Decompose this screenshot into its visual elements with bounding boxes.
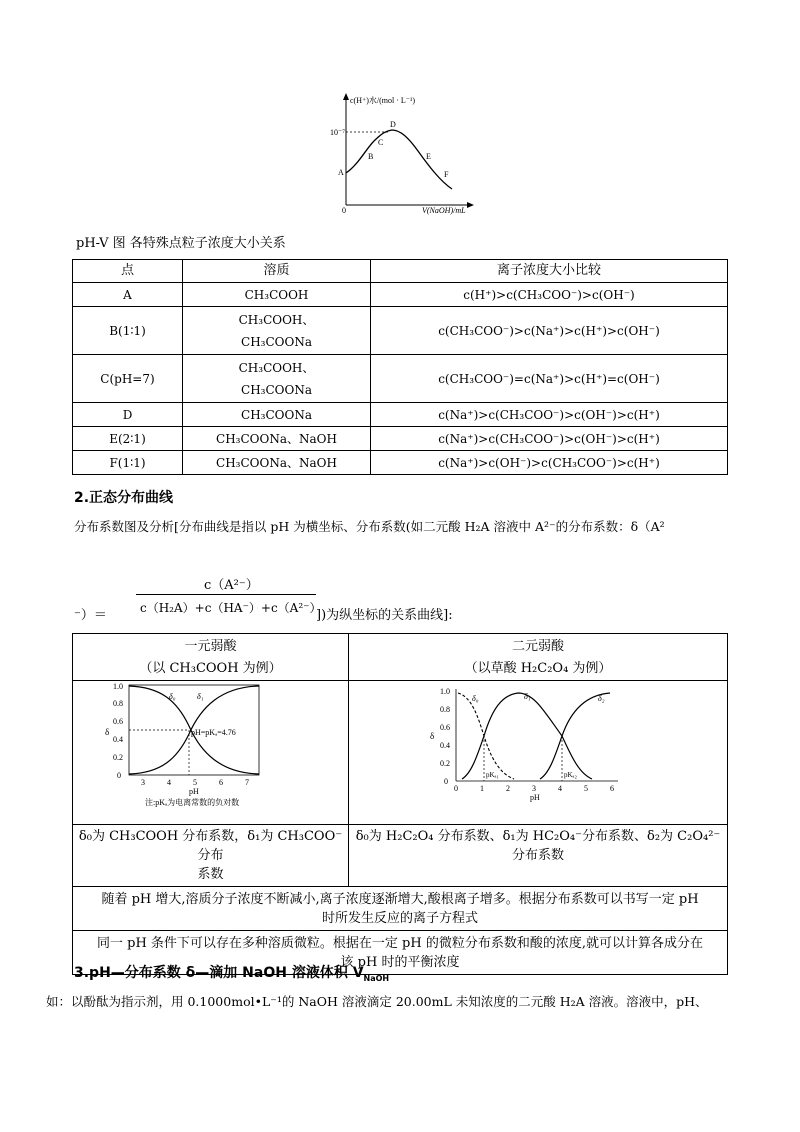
y-axis-label: δ: [104, 727, 109, 737]
table-header-row: [73, 260, 728, 283]
x-tick-label: 7: [244, 778, 249, 787]
header-title: 二元弱酸: [511, 639, 564, 654]
cell-compare: c(Na⁺)>c(CH₃COO⁻)>c(OH⁻)>c(H⁺): [371, 427, 728, 451]
y-axis-arrow: [343, 93, 349, 100]
chart1-cell: [73, 681, 349, 825]
desc-line: δ₀为 H₂C₂O₄ 分布系数、δ₁为 HC₂O₄⁻分布系数、δ₂为 C₂O₄²⁻: [355, 829, 721, 844]
y-tick-label: 0.2: [440, 759, 450, 768]
y-tick-label: 0.4: [440, 741, 450, 750]
cell-compare: c(H⁺)>c(CH₃COO⁻)>c(OH⁻): [371, 283, 728, 307]
x-axis-label: V(NaOH)/mL: [422, 206, 466, 215]
section3-title: [74, 962, 389, 983]
y-tick-label: 1.0: [112, 682, 123, 691]
y-axis-label: δ: [430, 731, 435, 741]
x-axis-label: pH: [188, 787, 199, 796]
x-tick-label: 3: [140, 778, 145, 787]
header-solute: 溶质: [183, 260, 371, 283]
curve-label-delta0: δ₀: [168, 692, 175, 701]
concentration-table: [72, 259, 728, 475]
titration-curve-chart: [330, 85, 490, 215]
chart-row: [73, 681, 728, 825]
section1-caption: pH-V 图 各特殊点粒子浓度大小关系: [76, 236, 286, 251]
y-tick-label: 0.8: [112, 699, 123, 708]
x-axis-arrow: [467, 202, 474, 208]
y-tick-label: 0.8: [440, 705, 450, 714]
cell-solute: CH₃COONa、NaOH: [183, 451, 371, 475]
chart-note: 注:pKₐ为电离常数的负对数: [144, 798, 239, 807]
header-compare: 离子浓度大小比较: [371, 260, 728, 283]
cell-point: C(pH=7): [73, 355, 183, 403]
cell-point: B(1∶1): [73, 307, 183, 355]
header-sub: （以 CH₃COOH 为例）: [139, 661, 282, 676]
cell-compare: c(CH₃COO⁻)=c(Na⁺)>c(H⁺)=c(OH⁻): [371, 355, 728, 403]
table-row: [73, 451, 728, 475]
analysis-row: [73, 887, 728, 931]
cell-compare: c(Na⁺)>c(OH⁻)>c(CH₃COO⁻)>c(H⁺): [371, 451, 728, 475]
formula-suffix: ])为纵坐标的关系曲线]:: [316, 608, 453, 623]
solute-line: CH₃COONa: [241, 334, 312, 349]
cell-solute: [183, 307, 371, 355]
desc-line: 系数: [197, 867, 224, 882]
table-row: [73, 307, 728, 355]
analysis-line: 同一 pH 条件下可以存在多种溶质微粒。根据在一定 pH 的微粒分布系数和酸的浓度,就可以计算各成分在: [97, 936, 703, 951]
cell-point: E(2∶1): [73, 427, 183, 451]
point-label-a: A: [338, 168, 344, 177]
formula-prefix: ⁻）＝: [74, 608, 107, 623]
y-tick-label: 10⁻⁷: [330, 128, 346, 137]
x-tick-label: 5: [584, 784, 588, 793]
solute-line: CH₃COOH、: [238, 312, 315, 327]
fraction-bar: [136, 594, 316, 595]
cell-compare: c(CH₃COO⁻)>c(Na⁺)>c(H⁺)>c(OH⁻): [371, 307, 728, 355]
cell-solute: CH₃COONa: [183, 403, 371, 427]
x-tick-label: 3: [532, 784, 536, 793]
delta2-curve: [540, 693, 610, 779]
distribution-table: [72, 633, 728, 975]
header-sub: （以草酸 H₂C₂O₄ 为例）: [464, 661, 612, 676]
table-row: [73, 283, 728, 307]
cell-solute: CH₃COONa、NaOH: [183, 427, 371, 451]
chart2-svg: [428, 681, 648, 821]
x-tick-label: 2: [506, 784, 510, 793]
pka1-label: pKₐ₁: [486, 771, 499, 779]
section2-title: 2.正态分布曲线: [74, 490, 174, 506]
desc2-cell: [349, 825, 728, 887]
header-title: 一元弱酸: [184, 639, 237, 654]
chart2-cell: [349, 681, 728, 825]
curve-label-delta0: δ₀: [472, 694, 479, 703]
table-row: [73, 427, 728, 451]
y-tick-label: 0.6: [112, 717, 123, 726]
section3-title-text: 3.pH—分布系数 δ—滴加 NaOH 溶液体积 V: [74, 965, 364, 981]
desc-line: δ₀为 CH₃COOH 分布系数，δ₁为 CH₃COO⁻分布: [78, 829, 343, 863]
curve-label-delta1: δ₁: [196, 692, 203, 701]
titration-curve: [346, 130, 452, 189]
x-tick-label: 5: [192, 778, 197, 787]
y-tick-label: 0.4: [112, 735, 123, 744]
delta1-curve: [462, 693, 592, 779]
y-tick-label: 0.6: [440, 723, 450, 732]
cell-solute: [183, 355, 371, 403]
formula-denominator: c（H₂A）+c（HA⁻）+c（A²⁻）: [140, 601, 322, 615]
point-label-f: F: [444, 170, 449, 179]
formula-numerator: c（A²⁻）: [204, 578, 259, 593]
cell-point: A: [73, 283, 183, 307]
solute-line: CH₃COONa: [241, 382, 312, 397]
header-diprotic: [349, 634, 728, 681]
curve-label-delta1: δ₁: [524, 692, 531, 701]
pka2-label: pKₐ₂: [564, 771, 577, 779]
point-label-e: E: [426, 152, 431, 161]
chart1-svg: [101, 681, 321, 821]
point-label-b: B: [368, 152, 374, 161]
table-row: [73, 403, 728, 427]
delta0-curve: [458, 693, 514, 779]
section3-text: 如：以酚酞为指示剂，用 0.1000mol•L⁻¹的 NaOH 溶液滴定 20.00mL 未知浓度的二元酸 H₂A 溶液。溶液中，pH、: [46, 994, 708, 1009]
pka-annotation: pH=pKₐ=4.76: [190, 728, 236, 737]
x-tick-label: 4: [558, 784, 562, 793]
cell-compare: c(Na⁺)>c(CH₃COO⁻)>c(OH⁻)>c(H⁺): [371, 403, 728, 427]
description-row: [73, 825, 728, 887]
y-tick-label: 0: [444, 777, 448, 786]
point-label-c: C: [378, 138, 384, 147]
point-label-d: D: [390, 120, 396, 129]
x-tick-label: 6: [218, 778, 223, 787]
formula: [74, 572, 634, 622]
desc-line: 分布系数: [511, 848, 564, 863]
cell-solute: CH₃COOH: [183, 283, 371, 307]
y-tick-label: 0: [116, 771, 121, 780]
section3-title-sub: NaOH: [363, 973, 390, 983]
x-tick-label: 0: [454, 784, 458, 793]
desc1-cell: [73, 825, 349, 887]
header-point: 点: [73, 260, 183, 283]
x-axis-label: pH: [530, 793, 540, 802]
analysis-line: 该 pH 时的平衡浓度: [340, 955, 460, 970]
y-tick-label: 0.2: [112, 753, 123, 762]
table-row: [73, 355, 728, 403]
y-tick-label: 1.0: [440, 687, 450, 696]
solute-line: CH₃COOH、: [238, 360, 315, 375]
analysis-cell: [73, 887, 728, 931]
y-axis-label: c(H⁺)水/(mol · L⁻¹): [350, 96, 416, 105]
curve-label-delta2: δ₂: [598, 694, 605, 703]
origin-label: 0: [342, 206, 346, 215]
x-tick-label: 1: [480, 784, 484, 793]
x-tick-label: 6: [610, 784, 614, 793]
section2-intro: 分布系数图及分析[分布曲线是指以 pH 为横坐标、分布系数(如二元酸 H₂A 溶液中 A²⁻的分布系数：δ（A²: [74, 519, 665, 534]
cell-point: F(1∶1): [73, 451, 183, 475]
x-tick-label: 4: [166, 778, 171, 787]
header-monoprotic: [73, 634, 349, 681]
cell-point: D: [73, 403, 183, 427]
analysis-line: 随着 pH 增大,溶质分子浓度不断减小,离子浓度逐渐增大,酸根离子增多。根据分布系数可以书写一定 pH: [101, 892, 699, 907]
table-header-row: [73, 634, 728, 681]
analysis-line: 时所发生反应的离子方程式: [321, 911, 478, 926]
